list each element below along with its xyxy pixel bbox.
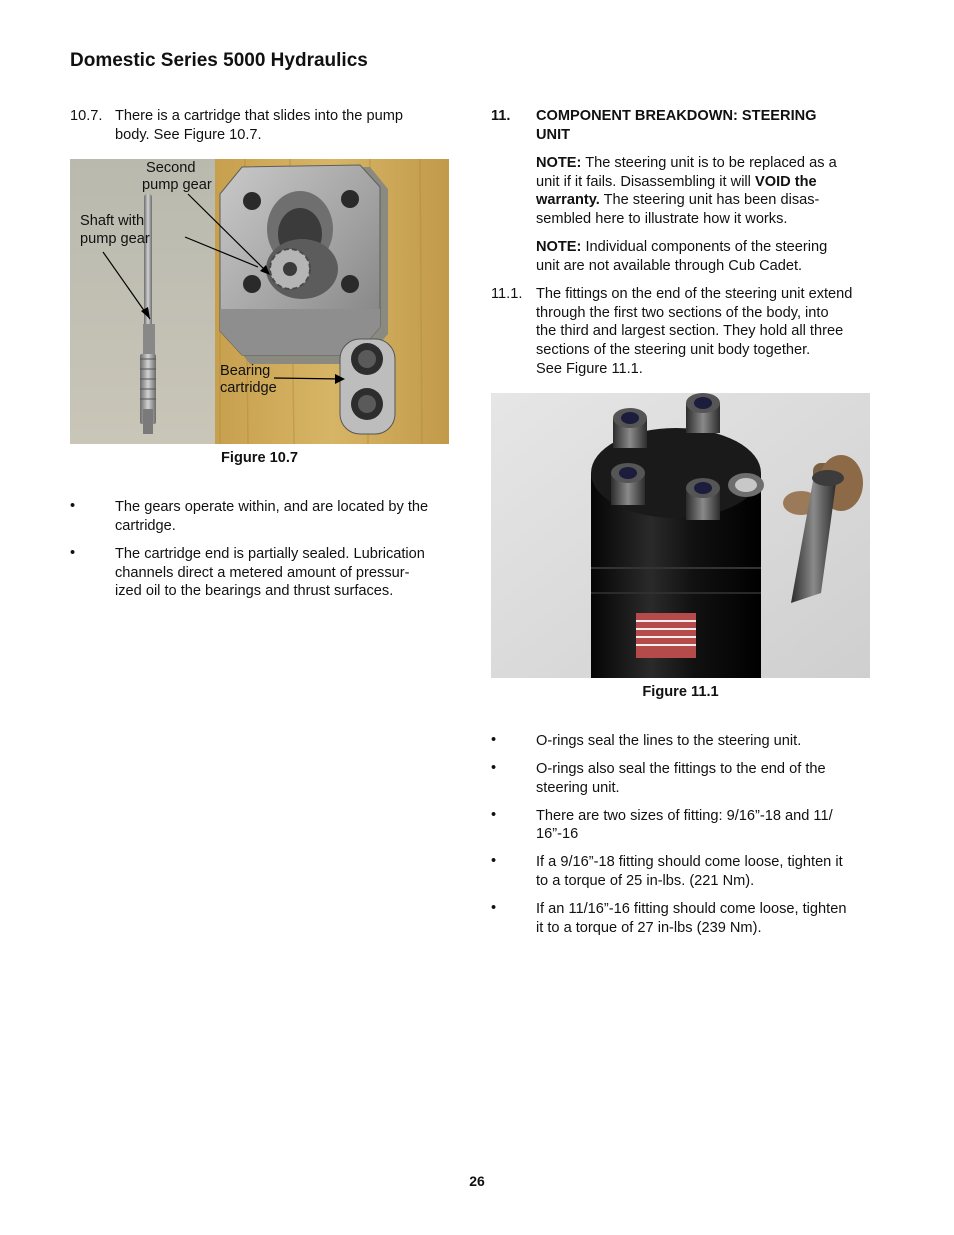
label-bearing-cartridge: cartridge (220, 380, 277, 396)
note-text: unit if it fails. Disassembling it will (536, 174, 755, 190)
list-item: O-rings also seal the fittings to the end of the (536, 761, 826, 777)
figure-10-7-photo (70, 159, 449, 444)
note-line: sembled here to illustrate how it works. (536, 211, 788, 227)
note-text: Individual components of the steering (581, 239, 828, 255)
note-line (536, 238, 827, 257)
label-shaft-with-pump-gear: pump gear (80, 231, 150, 247)
note-emphasis: VOID the (754, 174, 817, 190)
figure-caption: Figure 11.1 (642, 684, 719, 700)
section-number: 11. (491, 108, 511, 124)
list-item: steering unit. (536, 780, 620, 796)
page-title: Domestic Series 5000 Hydraulics (70, 50, 368, 71)
step-text-line: There is a cartridge that slides into the pump (115, 108, 403, 124)
bullet-marker: • (491, 900, 497, 916)
list-item: The cartridge end is partially sealed. Lubrication (115, 546, 425, 562)
section-title: COMPONENT BREAKDOWN: STEERING (536, 108, 817, 124)
step-text-line: See Figure 11.1. (536, 361, 643, 377)
bullet-marker: • (491, 853, 497, 869)
note-line (536, 173, 817, 192)
list-item: 16”-16 (536, 826, 579, 842)
note-line (536, 191, 819, 210)
label-second-pump-gear: Second (146, 160, 196, 176)
list-item: cartridge. (115, 518, 176, 534)
note-line: unit are not available through Cub Cadet. (536, 258, 803, 274)
step-text-line: body. See Figure 10.7. (115, 127, 262, 143)
step-text-line: sections of the steering unit body together. (536, 342, 811, 358)
bullet-marker: • (70, 498, 76, 514)
pump-photo-illustration (70, 159, 449, 444)
note-line (536, 154, 837, 173)
list-item: it to a torque of 27 in-lbs (239 Nm). (536, 920, 762, 936)
label-bearing-cartridge: Bearing (220, 363, 271, 379)
list-item: O-rings seal the lines to the steering unit. (536, 733, 802, 749)
note-emphasis: warranty. (536, 192, 600, 208)
label-second-pump-gear: pump gear (142, 177, 212, 193)
list-item: There are two sizes of fitting: 9/16”-18 and 11/ (536, 808, 833, 824)
steering-unit-illustration (491, 393, 870, 678)
figure-caption: Figure 10.7 (220, 450, 299, 466)
bullet-marker: • (491, 732, 497, 748)
figure-11-1-photo (491, 393, 870, 678)
step-text-line: through the first two sections of the body, into (536, 305, 829, 321)
list-item: If a 9/16”-18 fitting should come loose, tighten it (536, 854, 843, 870)
step-number: 10.7. (70, 108, 103, 124)
bullet-marker: • (70, 545, 76, 561)
list-item: If an 11/16”-16 fitting should come loose, tighten (536, 901, 847, 917)
section-title: UNIT (536, 127, 571, 143)
step-number: 11.1. (491, 286, 523, 302)
step-text-line: the third and largest section. They hold all three (536, 323, 844, 339)
note-label: NOTE: (536, 239, 582, 255)
list-item: ized oil to the bearings and thrust surfaces. (115, 583, 394, 599)
list-item: to a torque of 25 in-lbs. (221 Nm). (536, 873, 755, 889)
step-text-line: The fittings on the end of the steering unit extend (536, 286, 853, 302)
note-text: The steering unit has been disas- (599, 192, 820, 208)
page-number: 26 (469, 1173, 485, 1189)
note-label: NOTE: (536, 155, 582, 171)
note-text: The steering unit is to be replaced as a (581, 155, 837, 171)
label-shaft-with-pump-gear: Shaft with (80, 213, 145, 229)
bullet-marker: • (491, 807, 497, 823)
list-item: channels direct a metered amount of pressur- (115, 565, 410, 581)
bullet-marker: • (491, 760, 497, 776)
list-item: The gears operate within, and are located by the (115, 499, 429, 515)
